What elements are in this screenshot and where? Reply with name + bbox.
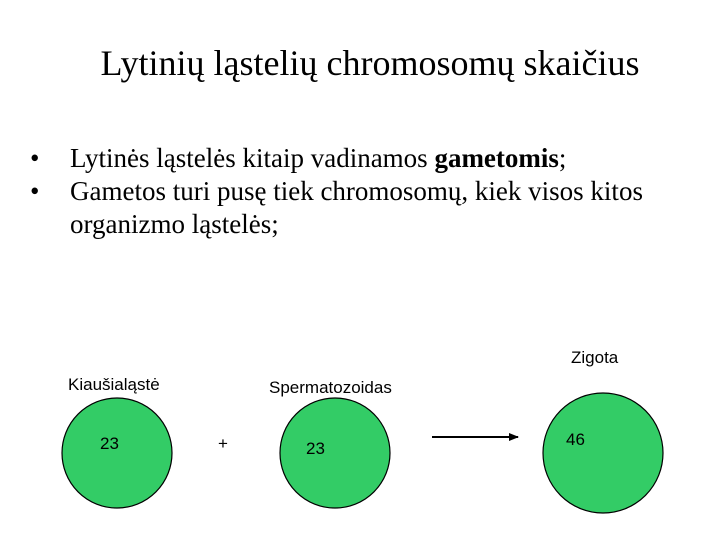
zygote-circle [543,393,663,513]
bullet-text: Gametos turi pusę tiek chromosomų, kiek visos kitos organizmo ląstelės; [70,176,643,239]
sperm-chromosome-count: 23 [306,439,325,458]
bullet-icon: • [30,143,40,173]
plus-sign: + [218,434,228,453]
zygote-label: Zigota [571,348,619,367]
zygote-chromosome-count: 46 [566,430,585,449]
egg-chromosome-count: 23 [100,434,119,453]
bullet-text-end: ; [558,143,567,173]
sperm-cell-circle [280,398,390,508]
slide-title: Lytinių ląstelių chromosomų skaičius [100,43,640,83]
egg-cell-label: Kiaušialąstė [68,375,160,394]
bullet-bold-term: gametomis [434,143,559,173]
bullet-icon: • [30,176,40,206]
bullet-text: Lytinės ląstelės kitaip vadinamos [70,143,435,173]
sperm-cell-label: Spermatozoidas [269,378,392,397]
